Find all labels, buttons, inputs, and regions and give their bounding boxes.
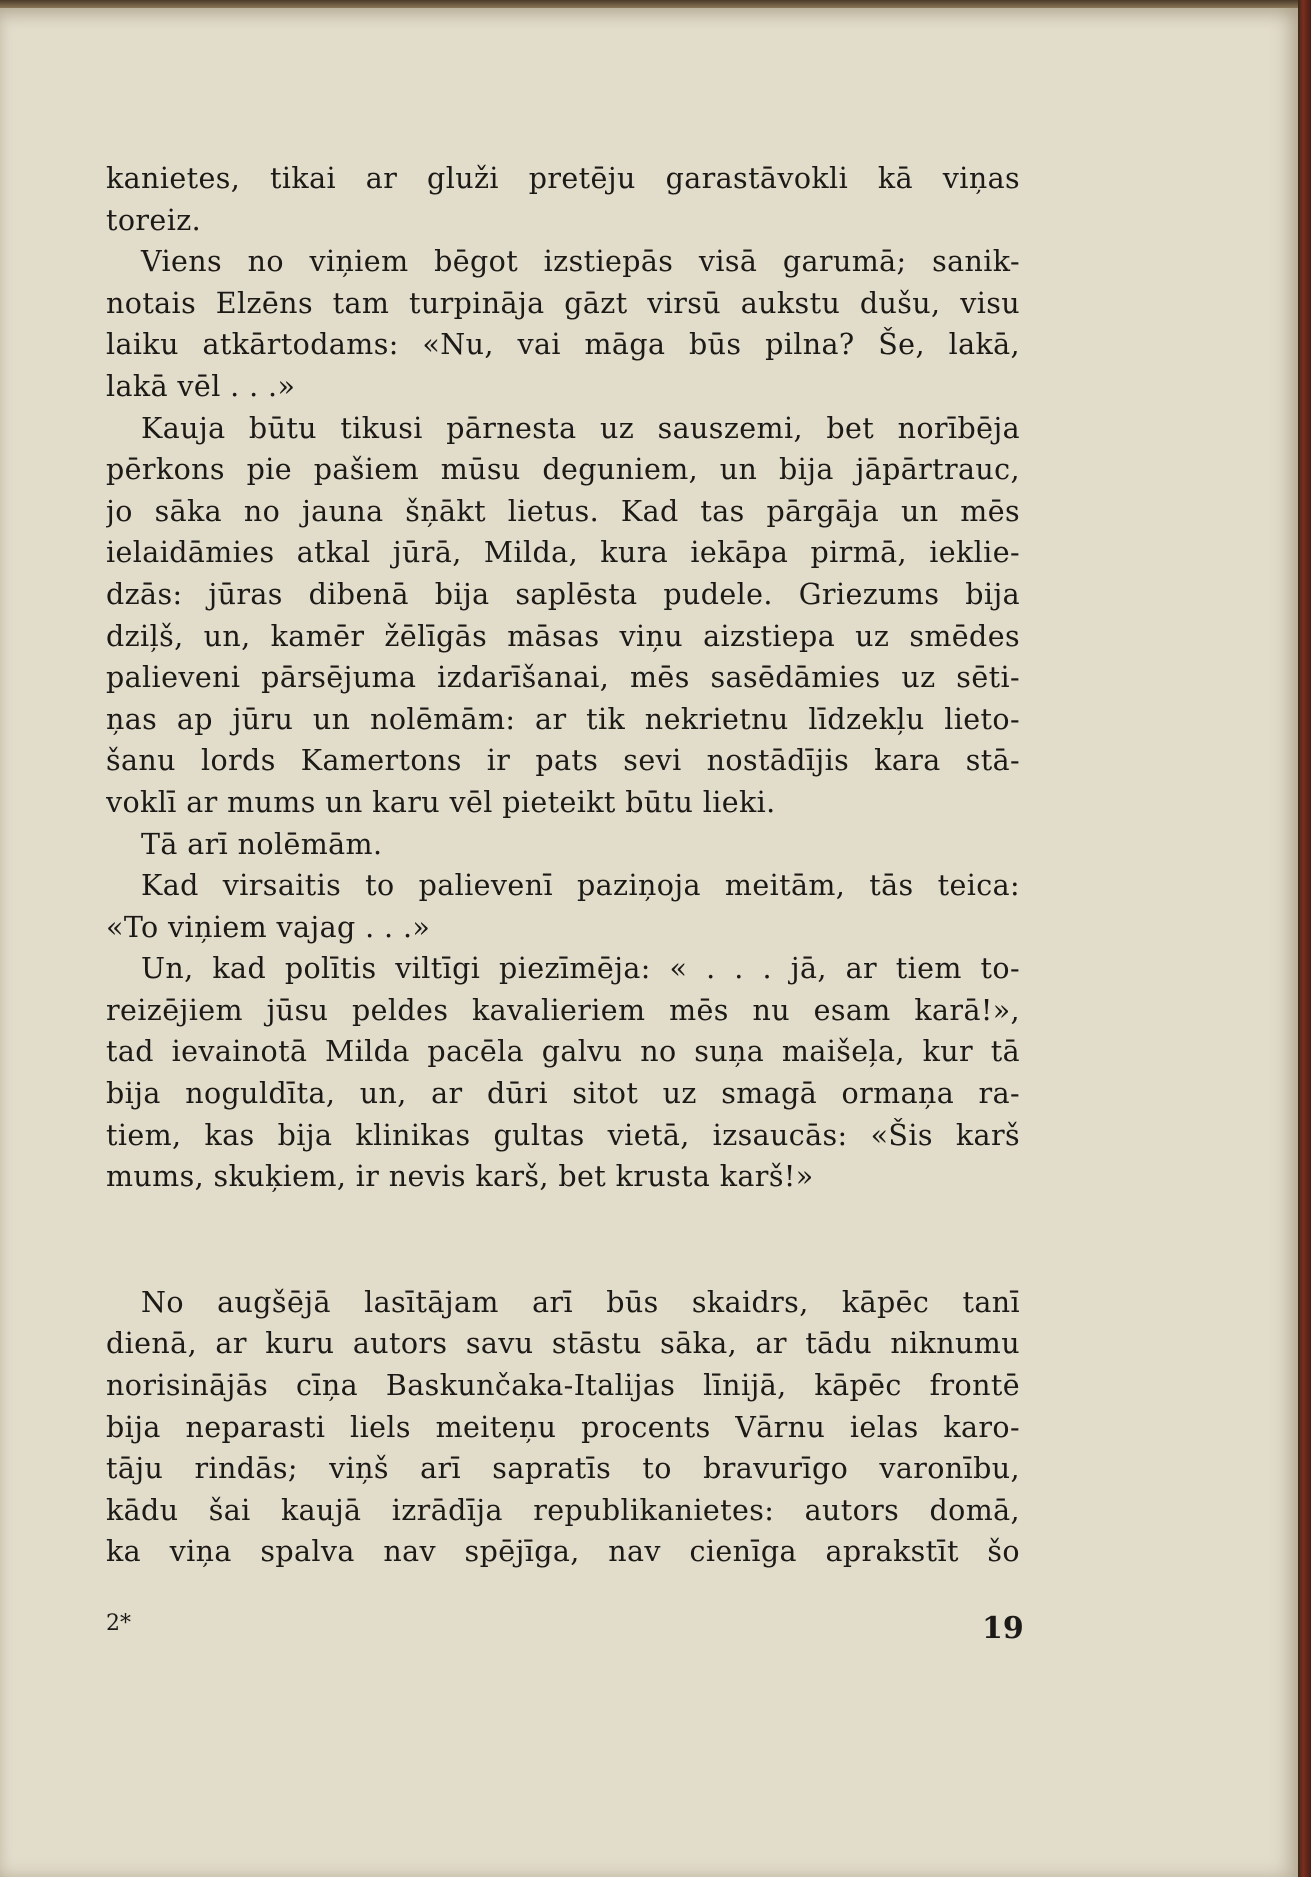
text-line: bija noguldīta, un, ar dūri sitot uz smagā ormaņa ra- xyxy=(106,1077,1020,1111)
text-line: tad ievainotā Milda pacēla galvu no suņa maišeļa, kur tā xyxy=(106,1035,1020,1069)
section-break xyxy=(106,1198,1020,1282)
text-line: jo sāka no jauna šņākt lietus. Kad tas pārgāja un mēs xyxy=(106,494,1020,528)
book-spine-edge xyxy=(1298,0,1311,1877)
body-text xyxy=(106,158,1020,1573)
paragraph xyxy=(106,948,1020,1198)
text-line: ielaidāmies atkal jūrā, Milda, kura iekāpa pirmā, ieklie- xyxy=(106,536,1020,570)
paragraph xyxy=(106,408,1020,824)
text-line: No augšējā lasītājam arī būs skaidrs, kāpēc tanī xyxy=(141,1285,1020,1319)
text-line: kādu šai kaujā izrādīja republikanietes: autors domā, xyxy=(106,1493,1020,1527)
printer-signature-mark: 2* xyxy=(106,1611,131,1636)
text-line: palieveni pārsējuma izdarīšanai, mēs sasēdāmies uz sēti- xyxy=(106,661,1020,695)
text-line: Kauja būtu tikusi pārnesta uz sauszemi, bet norībēja xyxy=(141,411,1020,445)
text-line: norisinājās cīņa Baskunčaka-Italijas līnijā, kāpēc frontē xyxy=(106,1369,1020,1403)
text-line: Kad virsaitis to palievenī paziņoja meitām, tās teica: xyxy=(141,869,1020,903)
paragraph xyxy=(106,241,1020,407)
text-line: tiem, kas bija klinikas gultas vietā, izsaucās: «Šis karš xyxy=(106,1118,1020,1152)
text-line: šanu lords Kamertons ir pats sevi nostādījis kara stā- xyxy=(106,744,1020,778)
text-line: lakā vēl . . .» xyxy=(106,369,296,403)
text-line: dienā, ar kuru autors savu stāstu sāka, ar tādu niknumu xyxy=(106,1327,1020,1361)
text-line: «To viņiem vajag . . .» xyxy=(106,910,431,944)
text-line: dziļš, un, kamēr žēlīgās māsas viņu aizstiepa uz smēdes xyxy=(106,619,1020,653)
paragraph xyxy=(106,158,1020,241)
text-line: Un, kad polītis viltīgi piezīmēja: « . . . jā, ar tiem to- xyxy=(141,952,1020,986)
page-top-edge xyxy=(0,0,1311,8)
text-line: bija neparasti liels meiteņu procents Vārnu ielas karo- xyxy=(106,1410,1020,1444)
text-line: notais Elzēns tam turpināja gāzt virsū aukstu dušu, visu xyxy=(106,286,1020,320)
page-number: 19 xyxy=(982,1611,1024,1646)
text-line: ņas ap jūru un nolēmām: ar tik nekrietnu līdzekļu lieto- xyxy=(106,702,1020,736)
text-line: mums, skuķiem, ir nevis karš, bet krusta karš!» xyxy=(106,1160,814,1194)
text-line: laiku atkārtodams: «Nu, vai māga būs pilna? Še, lakā, xyxy=(106,328,1020,362)
text-line: ka viņa spalva nav spējīga, nav cienīga aprakstīt šo xyxy=(106,1535,1020,1569)
text-line: Tā arī nolēmām. xyxy=(141,827,383,861)
text-line: reizējiem jūsu peldes kavalieriem mēs nu esam karā!», xyxy=(106,993,1020,1027)
text-line: dzās: jūras dibenā bija saplēsta pudele. Griezums bija xyxy=(106,577,1020,611)
paragraph xyxy=(106,1282,1020,1573)
text-line: Viens no viņiem bēgot izstiepās visā garumā; sanik- xyxy=(141,245,1020,279)
paragraph xyxy=(106,865,1020,948)
text-line: voklī ar mums un karu vēl pieteikt būtu lieki. xyxy=(106,785,776,819)
text-line: kanietes, tikai ar gluži pretēju garastāvokli kā viņas xyxy=(106,162,1020,195)
text-line: toreiz. xyxy=(106,203,202,237)
paragraph xyxy=(106,824,1020,866)
text-line: pērkons pie pašiem mūsu deguniem, un bija jāpārtrauc, xyxy=(106,453,1020,487)
text-line: tāju rindās; viņš arī sapratīs to bravurīgo varonību, xyxy=(106,1452,1020,1486)
